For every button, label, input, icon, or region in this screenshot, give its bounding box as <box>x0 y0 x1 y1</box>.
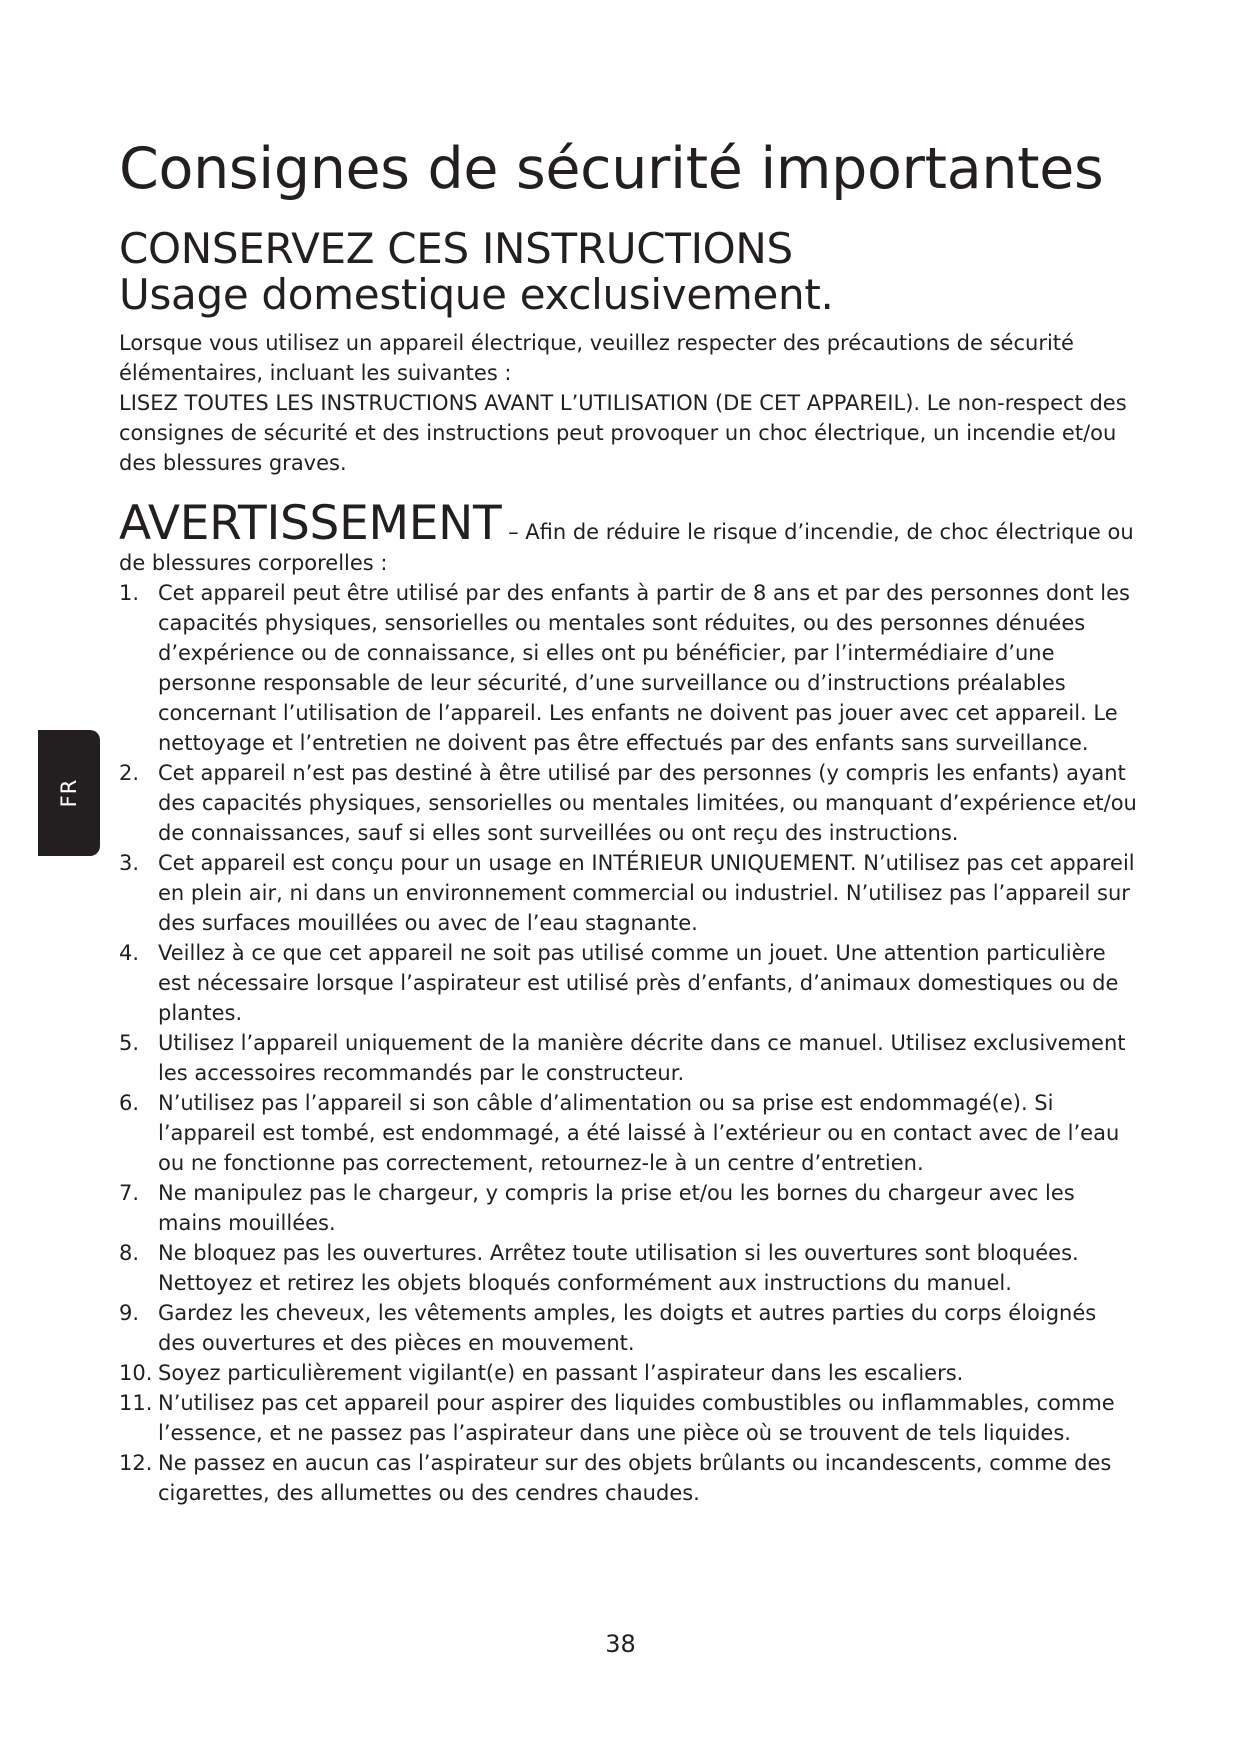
list-item-number: 11. <box>119 1391 153 1416</box>
list-item-text: Veillez à ce que cet appareil ne soit pas utilisé comme un jouet. Une attention particulière est nécessaire lorsque l’aspirateur est utilisé près d’enfants, d’animaux domestiques ou de plantes. <box>158 941 1119 1026</box>
list-item-text: Ne passez en aucun cas l’aspirateur sur des objets brûlants ou incandescents, comme des cigarettes, des allumettes ou des cendres chaudes. <box>158 1451 1112 1506</box>
list-item <box>119 938 1139 1028</box>
list-item <box>119 848 1139 938</box>
document-page <box>119 136 1139 1508</box>
list-item <box>119 1238 1139 1298</box>
list-item-number: 5. <box>119 1031 140 1056</box>
list-item <box>119 578 1139 758</box>
list-item-text: Cet appareil n’est pas destiné à être utilisé par des personnes (y compris les enfants) ayant des capacités physiques, sensorielles ou mentales limitées, ou manquant d’expérience et/ou de connaissances, sauf si elles sont surveillées ou ont reçu des instructions. <box>158 761 1137 846</box>
list-item-text: Utilisez l’appareil uniquement de la manière décrite dans ce manuel. Utilisez exclusivement les accessoires recommandés par le constructeur. <box>158 1031 1126 1086</box>
list-item <box>119 1358 1139 1388</box>
list-item <box>119 1028 1139 1088</box>
section-subheading: Usage domestique exclusivement. <box>119 270 834 320</box>
page-title: Consignes de sécurité importantes <box>119 136 1104 202</box>
warning-text: – Afin de réduire le risque d’incendie, de choc électrique ou de blessures corporelles : <box>119 520 1134 576</box>
list-item-number: 4. <box>119 941 140 966</box>
language-tab-label: FR <box>57 778 81 808</box>
list-item-number: 1. <box>119 581 140 606</box>
section-heading: CONSERVEZ CES INSTRUCTIONS <box>119 223 793 273</box>
list-item-text: Gardez les cheveux, les vêtements amples, les doigts et autres parties du corps éloignés des ouvertures et des pièces en mouvement. <box>158 1301 1097 1356</box>
language-tab <box>38 730 100 856</box>
list-item-number: 2. <box>119 761 140 786</box>
list-item <box>119 758 1139 848</box>
intro-paragraph-2: LISEZ TOUTES LES INSTRUCTIONS AVANT L’UTILISATION (DE CET APPAREIL). Le non-respect des consignes de sécurité et des instructions peut provoquer un choc électrique, un incendie et/ou des blessures graves. <box>119 391 1127 476</box>
list-item-text: Cet appareil peut être utilisé par des enfants à partir de 8 ans et par des personnes dont les capacités physiques, sensorielles ou mentales sont réduites, ou des personnes dénuées d’expérience ou de connaissance, si elles ont pu bénéficier, par l’intermédiaire d’une personne responsable de leur sécurité, d’une surveillance ou d’instructions préalables concernant l’utilisation de l’appareil. Les enfants ne doivent pas jouer avec cet appareil. Le nettoyage et l’entretien ne doivent pas être effectués par des enfants sans surveillance. <box>158 581 1130 756</box>
page-number: 38 <box>605 1630 636 1658</box>
list-item-text: N’utilisez pas cet appareil pour aspirer des liquides combustibles ou inflammables, comme l’essence, et ne passez pas l’aspirateur dans une pièce où se trouvent de tels liquides. <box>158 1391 1115 1446</box>
list-item-text: Ne bloquez pas les ouvertures. Arrêtez toute utilisation si les ouvertures sont bloquées. Nettoyez et retirez les objets bloqués conformément aux instructions du manuel. <box>158 1241 1079 1296</box>
list-item-text: Soyez particulièrement vigilant(e) en passant l’aspirateur dans les escaliers. <box>158 1361 964 1386</box>
warning-heading: AVERTISSEMENT <box>119 496 502 552</box>
list-item-number: 3. <box>119 851 140 876</box>
list-item-text: Cet appareil est conçu pour un usage en INTÉRIEUR UNIQUEMENT. N’utilisez pas cet appareil en plein air, ni dans un environnement commercial ou industriel. N’utilisez pas l’appareil sur des surfaces mouillées ou avec de l’eau stagnante. <box>158 851 1135 936</box>
list-item-number: 9. <box>119 1301 140 1326</box>
list-item-text: Ne manipulez pas le chargeur, y compris la prise et/ou les bornes du chargeur avec les mains mouillées. <box>158 1181 1075 1236</box>
list-item <box>119 1088 1139 1178</box>
list-item-number: 10. <box>119 1361 153 1386</box>
list-item-number: 7. <box>119 1181 140 1206</box>
list-item-number: 8. <box>119 1241 140 1266</box>
list-item <box>119 1388 1139 1448</box>
warning-block <box>119 496 1139 578</box>
safety-list <box>119 578 1139 1508</box>
list-item-text: N’utilisez pas l’appareil si son câble d’alimentation ou sa prise est endommagé(e). Si l’appareil est tombé, est endommagé, a été laissé à l’extérieur ou en contact avec de l’eau ou ne fonctionne pas correctement, retournez-le à un centre d’entretien. <box>158 1091 1120 1176</box>
list-item-number: 12. <box>119 1451 153 1476</box>
list-item <box>119 1298 1139 1358</box>
list-item <box>119 1178 1139 1238</box>
list-item <box>119 1448 1139 1508</box>
intro-paragraph-1: Lorsque vous utilisez un appareil électrique, veuillez respecter des précautions de sécurité élémentaires, incluant les suivantes : <box>119 331 1074 386</box>
list-item-number: 6. <box>119 1091 140 1116</box>
intro-text <box>119 328 1139 478</box>
